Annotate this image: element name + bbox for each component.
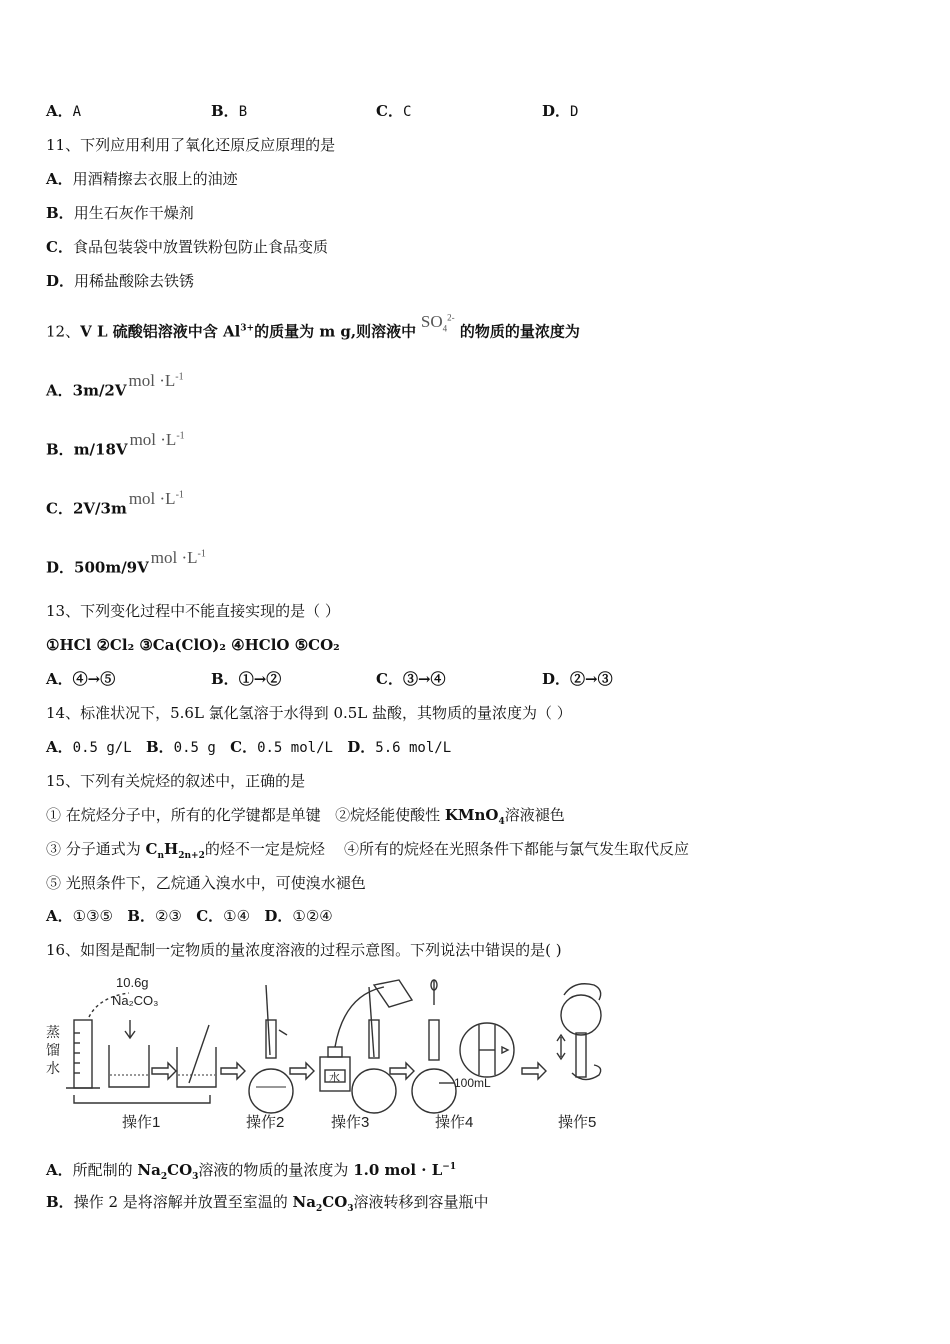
volumetric-flask-transfer (249, 985, 293, 1113)
q12-stem: 12、V L 硫酸铝溶液中含 $Al^{3+}$的质量为 m g,则溶液中 $SO_4^{2-}$ 的物质的量浓度为 (46, 311, 580, 341)
q16-option-a[interactable]: A．所配制的 $Na_2CO_3$溶液的物质的量浓度为 1.0 mol · $L^{-1}$ (46, 1161, 457, 1182)
svg-text:操作1: 操作1 (122, 1114, 161, 1131)
svg-text:水: 水 (329, 1072, 340, 1084)
q14-option-c[interactable]: C．0.5 mol/L (230, 738, 333, 756)
volumetric-flask-invert (557, 984, 601, 1080)
q15-stem: 15、下列有关烷烃的叙述中，正确的是 (46, 772, 306, 790)
q11-option-d[interactable]: D．用稀盐酸除去铁锈 (46, 272, 195, 290)
q16-option-b[interactable]: B．操作 2 是将溶解并放置至室温的 $Na_2CO_3$溶液转移到容量瓶中 (46, 1193, 489, 1214)
q13-option-b[interactable]: B．①→② (211, 670, 282, 688)
q13-option-a[interactable]: A．④→⑤ (46, 670, 116, 688)
q11-option-a[interactable]: A．用酒精擦去衣服上的油迹 (46, 170, 238, 188)
q10-option-b[interactable]: B．B (211, 102, 248, 120)
graduated-cylinder (66, 1020, 100, 1088)
solution-preparation-figure (44, 975, 624, 1140)
svg-text:操作2: 操作2 (246, 1114, 285, 1131)
q15-option-a[interactable]: A．①③⑤ (46, 907, 113, 925)
q13-option-d[interactable]: D．②→③ (542, 670, 613, 688)
meniscus-zoom (460, 1023, 514, 1077)
svg-text:10.6g: 10.6g (116, 975, 149, 990)
q14-stem: 14、标准状况下，5.6L 氯化氢溶于水得到 0.5L 盐酸，其物质的量浓度为（ ） (46, 704, 572, 722)
svg-text:蒸: 蒸 (46, 1024, 60, 1040)
q13-items: ①HCl ②Cl₂ ③Ca(ClO)₂ ④HClO ⑤CO₂ (46, 636, 340, 654)
beaker-dissolving (177, 1025, 216, 1087)
q11-stem: 11、下列应用利用了氧化还原反应原理的是 (46, 136, 336, 154)
svg-text:水: 水 (46, 1060, 60, 1076)
q14-option-d[interactable]: D．5.6 mol/L (347, 738, 452, 756)
q10-option-a[interactable]: A．A (46, 102, 82, 120)
beaker-solid (109, 1045, 149, 1087)
q14-option-a[interactable]: A．0.5 g/L (46, 738, 132, 756)
q11-option-b[interactable]: B．用生石灰作干燥剂 (46, 204, 194, 222)
volumetric-flask-wash (352, 980, 412, 1113)
q15-option-b[interactable]: B．②③ (127, 907, 182, 925)
q12-option-c[interactable]: C．2V/3mmol $\cdot L^{-1}$ (46, 488, 184, 518)
q12-option-a[interactable]: A．3m/2Vmol $\cdot L^{-1}$ (46, 370, 184, 400)
q13-option-c[interactable]: C．③→④ (376, 670, 446, 688)
sulfate-formula: $SO_4^{2-}$ (420, 311, 455, 334)
q15-statements-3-4: ③ 分子通式为 $C_nH_{2n+2}$的烃不一定是烷烃 ④所有的烷烃在光照条件下都能与氯气发生取代反应 (46, 840, 689, 861)
q15-option-d[interactable]: D．①②④ (264, 907, 333, 925)
q15-statement-5: ⑤ 光照条件下，乙烷通入溴水中，可使溴水褪色 (46, 874, 366, 892)
q10-option-d[interactable]: D．D (542, 102, 579, 120)
q15-options (46, 906, 333, 926)
q15-statements-1-2: ① 在烷烃分子中，所有的化学键都是单键 ②烷烃能使酸性 KMnO$_4$溶液褪色 (46, 806, 565, 827)
q11-option-c[interactable]: C．食品包装袋中放置铁粉包防止食品变质 (46, 238, 328, 256)
svg-text:操作4: 操作4 (435, 1114, 474, 1131)
q15-option-c[interactable]: C．①④ (196, 907, 251, 925)
q12-option-d[interactable]: D．500m/9Vmol $\cdot L^{-1}$ (46, 547, 206, 577)
q12-option-b[interactable]: B．m/18Vmol $\cdot L^{-1}$ (46, 429, 185, 459)
q13-stem: 13、下列变化过程中不能直接实现的是（ ） (46, 602, 340, 620)
volumetric-flask-fill (412, 980, 456, 1113)
svg-text:Na₂CO₃: Na₂CO₃ (112, 993, 159, 1008)
svg-text:操作5: 操作5 (558, 1114, 597, 1131)
svg-text:馏: 馏 (46, 1042, 60, 1058)
q10-option-c[interactable]: C．C (376, 102, 412, 120)
svg-text:操作3: 操作3 (331, 1114, 370, 1131)
svg-text:100mL: 100mL (454, 1076, 491, 1090)
q16-stem: 16、如图是配制一定物质的量浓度溶液的过程示意图。下列说法中错误的是( ) (46, 941, 562, 959)
q14-options (46, 737, 451, 758)
q14-option-b[interactable]: B．0.5 g (145, 738, 216, 756)
